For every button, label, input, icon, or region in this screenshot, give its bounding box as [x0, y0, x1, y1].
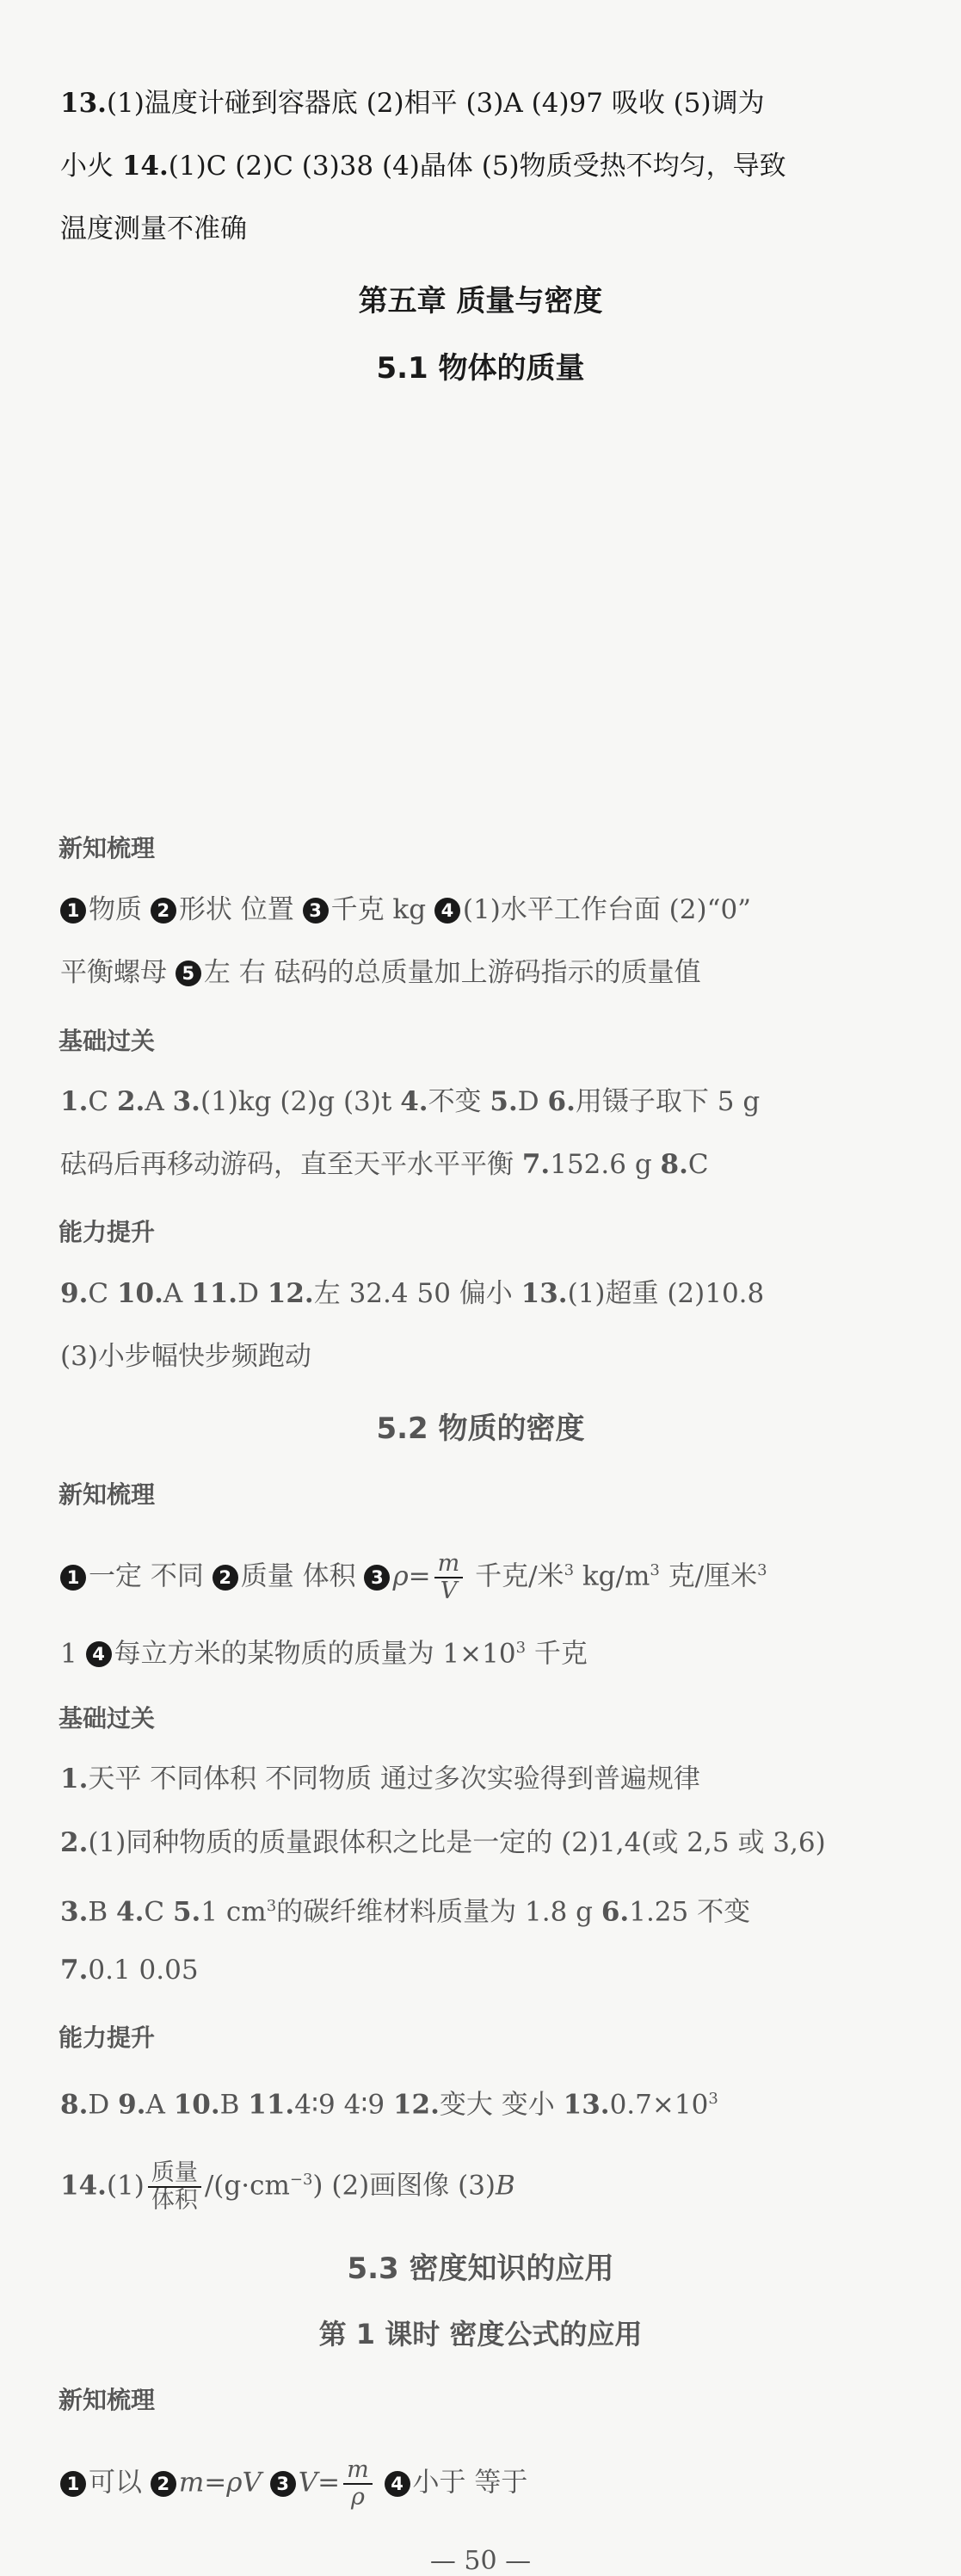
circled-number: 5: [176, 961, 201, 986]
circled-number: 4: [434, 898, 460, 924]
question-number: 8.: [60, 2089, 89, 2121]
answer-text: D: [88, 2089, 119, 2121]
circled-number: 3: [364, 1565, 390, 1591]
fraction-denominator: 体积: [151, 2187, 198, 2214]
question-number: 4.: [400, 1086, 428, 1117]
answer-text: 质量 体积: [240, 1560, 365, 1592]
answer-line: [60, 1551, 767, 1604]
answer-line: [60, 149, 786, 183]
answer-text: (3)小步幅快步频跑动: [60, 1341, 311, 1372]
answer-text: 千克 kg: [330, 894, 434, 925]
question-number: 11.: [191, 1278, 238, 1309]
answer-text: 物质: [89, 894, 151, 925]
answer-text: 1.25 不变: [629, 1896, 751, 1928]
superscript: 3: [564, 1561, 575, 1580]
circled-number: 1: [60, 1565, 86, 1591]
answer-line: [60, 1631, 588, 1671]
question-number: 3.: [172, 1086, 200, 1117]
circled-number: 2: [151, 2471, 176, 2497]
answer-text: (1)水平工作台面 (2)“0”: [462, 894, 752, 925]
answer-line: [60, 893, 751, 927]
circled-number: 1: [60, 2471, 86, 2497]
answer-text: (1)kg (2)g (3)t: [200, 1086, 401, 1117]
answer-text: 0.1 0.05: [88, 1955, 199, 1986]
subheading: 新知梳理: [59, 1480, 156, 1509]
question-number: 3.: [60, 1896, 89, 1928]
answer-text: 左 32.4 50 偏小: [313, 1278, 521, 1309]
fraction: [343, 2457, 373, 2511]
answer-text: 千克/米: [466, 1560, 564, 1592]
circled-number: 2: [151, 898, 176, 924]
question-number: 1.: [60, 1086, 89, 1117]
answer-text: 的碳纤维材料质量为 1.8 g: [276, 1896, 601, 1928]
answer-text: 小于 等于: [412, 2467, 528, 2499]
answer-text: D: [237, 1278, 268, 1309]
answer-text: 可以: [89, 2467, 151, 2499]
page-number: — 50 —: [429, 2546, 532, 2576]
fraction-denominator: V: [440, 1578, 458, 1604]
question-number: 2.: [60, 1827, 89, 1858]
answer-text: (1)C (2)C (3)38 (4)晶体 (5)物质受热不均匀，导致: [168, 151, 786, 182]
question-number: 4.: [116, 1896, 145, 1928]
circled-number: 1: [60, 898, 86, 924]
question-number: 7.: [521, 1149, 551, 1180]
question-number: 9.: [60, 1278, 89, 1309]
answer-line: [60, 1889, 750, 1929]
answer-text: 温度测量不准确: [60, 213, 247, 244]
answer-text: D: [517, 1086, 548, 1117]
question-number: 14.: [60, 2170, 107, 2202]
question-number: 13.: [563, 2089, 610, 2121]
question-number: 14.: [121, 151, 169, 182]
section-title: 5.2 物质的密度: [376, 1412, 585, 1446]
question-number: 11.: [248, 2089, 295, 2121]
answer-text: 砝码后再移动游码，直至天平水平平衡: [60, 1149, 522, 1180]
answer-line: [60, 2082, 718, 2122]
question-number: 12.: [392, 2089, 440, 2121]
answer-text: 克/厘米: [659, 1560, 758, 1592]
section-title: 5.3 密度知识的应用: [347, 2252, 614, 2286]
formula-text: ρ=: [392, 1560, 431, 1592]
circled-number: 4: [385, 2471, 410, 2497]
formula-text: m=ρV: [178, 2467, 270, 2499]
superscript: 3: [708, 2090, 718, 2108]
answer-text: /(g·cm: [204, 2170, 290, 2202]
fraction-numerator: m: [343, 2457, 373, 2485]
answer-text: 每立方米的某物质的质量为 1×10: [114, 1638, 516, 1670]
answer-text: 1: [60, 1638, 86, 1670]
question-number: 6.: [601, 1896, 630, 1928]
answer-line: [60, 1276, 764, 1311]
question-number: 9.: [118, 2089, 146, 2121]
answer-text: C: [88, 1086, 117, 1117]
lesson-title: 第 1 课时 密度公式的应用: [318, 2318, 643, 2351]
fraction-denominator: ρ: [350, 2484, 365, 2511]
answer-text: 不变: [428, 1086, 490, 1117]
answer-text: B: [496, 2170, 515, 2202]
question-number: 7.: [60, 1955, 89, 1986]
circled-number: 4: [86, 1641, 112, 1667]
superscript: 3: [650, 1561, 660, 1580]
answer-line: [60, 1953, 199, 1987]
answer-text: B: [219, 2089, 249, 2121]
answer-line: [60, 955, 701, 990]
circled-number: 3: [270, 2471, 296, 2497]
question-number: 6.: [547, 1086, 576, 1117]
answer-text: (1)温度计碰到容器底 (2)相平 (3)A (4)97 吸收 (5)调为: [106, 88, 765, 119]
answer-text: 变大 变小: [439, 2089, 564, 2121]
chapter-title: 第五章 质量与密度: [358, 284, 603, 318]
answer-text: kg/m: [574, 1560, 650, 1592]
circled-number: 2: [213, 1565, 238, 1591]
superscript: 3: [757, 1561, 767, 1580]
answer-text: A: [145, 2089, 174, 2121]
answer-line: [60, 2457, 527, 2511]
fraction-numerator: 质量: [148, 2160, 201, 2188]
formula-text: V=: [298, 2467, 341, 2499]
question-number: 13.: [60, 88, 107, 119]
answer-text: 形状 位置: [178, 894, 303, 925]
circled-number: 3: [303, 898, 329, 924]
answer-text: C: [687, 1149, 709, 1180]
answer-text: A: [163, 1278, 192, 1309]
subheading: 基础过关: [59, 1027, 156, 1055]
subheading: 能力提升: [59, 2023, 156, 2052]
answer-line: [60, 1762, 700, 1796]
answer-text: ) (2)画图像 (3): [312, 2170, 496, 2202]
answer-text: 1 cm: [200, 1896, 267, 1928]
superscript: 3: [515, 1639, 527, 1657]
question-number: 10.: [173, 2089, 220, 2121]
answer-text: 左 右 砝码的总质量加上游码指示的质量值: [203, 957, 701, 988]
answer-text: (1)超重 (2)10.8: [567, 1278, 765, 1309]
answer-text: 平衡螺母: [60, 957, 176, 988]
question-number: 2.: [116, 1086, 145, 1117]
answer-text: 小火: [60, 151, 122, 182]
fraction: [148, 2160, 201, 2214]
section-title: 5.1 物体的质量: [376, 351, 585, 386]
subheading: 基础过关: [59, 1704, 156, 1733]
answer-text: 一定 不同: [89, 1560, 213, 1592]
question-number: 13.: [521, 1278, 568, 1309]
question-number: 12.: [267, 1278, 314, 1309]
subheading: 能力提升: [59, 1218, 156, 1246]
question-number: 5.: [172, 1896, 201, 1928]
answer-line: [60, 1147, 709, 1182]
answer-line: [60, 1825, 826, 1860]
answer-line: [60, 2160, 515, 2214]
answer-line: [60, 86, 765, 120]
answer-text: A: [145, 1086, 173, 1117]
answer-text: (1): [106, 2170, 145, 2202]
fraction-numerator: m: [434, 1551, 464, 1578]
answer-text: B: [88, 1896, 117, 1928]
question-number: 5.: [490, 1086, 518, 1117]
superscript: 3: [266, 1897, 277, 1915]
question-number: 10.: [116, 1278, 163, 1309]
superscript: −3: [289, 2171, 313, 2190]
answer-text: C: [88, 1278, 117, 1309]
answer-text: 千克: [526, 1638, 588, 1670]
subheading: 新知梳理: [59, 2386, 156, 2414]
answer-text: 天平 不同体积 不同物质 通过多次实验得到普遍规律: [88, 1764, 700, 1795]
question-number: 1.: [60, 1764, 89, 1795]
fraction: [434, 1551, 464, 1604]
answer-text: (1)同种物质的质量跟体积之比是一定的 (2)1,4(或 2,5 或 3,6): [88, 1827, 826, 1858]
answer-line: [60, 1084, 760, 1119]
question-number: 8.: [660, 1149, 688, 1180]
answer-text: 152.6 g: [550, 1149, 661, 1180]
answer-line: [60, 212, 247, 246]
answer-text: 4∶9 4∶9: [294, 2089, 393, 2121]
answer-text: C: [144, 1896, 173, 1928]
answer-text: 用镊子取下 5 g: [575, 1086, 761, 1117]
answer-text: 0.7×10: [609, 2089, 709, 2121]
subheading: 新知梳理: [59, 834, 156, 862]
answer-line: [60, 1339, 311, 1374]
